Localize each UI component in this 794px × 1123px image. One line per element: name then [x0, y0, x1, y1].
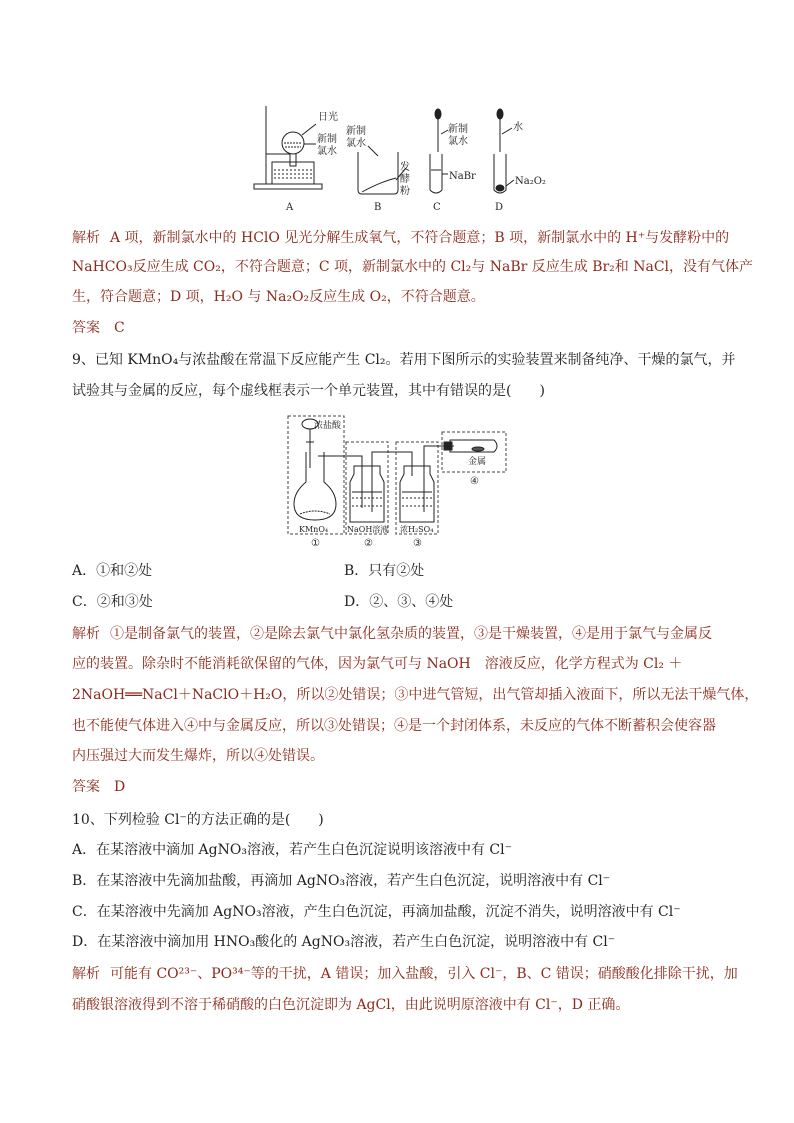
label-fresh-chlorine-water-c2: 氯水 [448, 136, 468, 147]
label-fresh-chlorine-water-c1: 新制 [448, 124, 468, 135]
q9-answer: 答案 D [72, 779, 126, 795]
label-nabr: NaBr [449, 171, 476, 182]
q9-analysis-line5: 内压强过大而发生爆炸，所以④处错误。 [72, 748, 324, 764]
dashed-box-3 [396, 442, 438, 534]
label-water: 水 [513, 122, 523, 133]
apparatus-b [358, 146, 406, 194]
label-naoh-solution: NaOH溶液 [347, 525, 389, 534]
h2so4-drying-bottle [396, 446, 454, 522]
label-fresh-chlorine-water-b1: 新制 [346, 126, 366, 137]
q8-analysis-line3: 生，符合题意；D 项，H₂O 与 Na₂O₂反应生成 O₂，不符合题意。 [72, 289, 485, 305]
label-baking-powder-2: 酵 [400, 174, 410, 185]
q8-answer: 答案 C [72, 320, 125, 336]
label-unit-2: ② [364, 538, 373, 549]
label-conc-hcl: 浓盐酸 [314, 421, 342, 431]
q8-analysis-line1 [72, 228, 729, 248]
label-unit-3: ③ [413, 538, 422, 549]
label-a: A [286, 202, 294, 213]
figure-chlorine-water-experiments [250, 104, 560, 216]
analysis-tag: 解析 [72, 626, 100, 642]
figure-chlorine-preparation-apparatus [284, 412, 512, 550]
label-baking-powder-1: 发 [400, 162, 410, 173]
dashed-box-1 [288, 416, 344, 534]
label-baking-powder-3: 粉 [400, 186, 410, 197]
q10-option-c: C．在某溶液中先滴加 AgNO₃溶液，产生白色沉淀，再滴加盐酸，沉淀不消失，说明溶液中有 Cl⁻ [72, 904, 681, 920]
label-sunlight: 日光 [318, 112, 338, 123]
label-b: B [374, 202, 382, 213]
q8-analysis-line2: NaHCO₃反应生成 CO₂，不符合题意；C 项，新制氯水中的 Cl₂与 NaBr 反应生成 Br₂和 NaCl，没有气体产 [72, 259, 754, 275]
q9-analysis-line4: 也不能使气体进入④中与金属反应，所以③处错误；④是一个封闭体系，未反应的气体不断蓄积会使容器 [72, 718, 716, 734]
apparatus-a [254, 106, 322, 189]
label-c: C [433, 202, 441, 213]
q9-stem-line1: 9、已知 KMnO₄与浓盐酸在常温下反应能产生 Cl₂。若用下图所示的实验装置来制备纯净、干燥的氯气，并 [72, 352, 736, 368]
q9-option-b: B．只有②处 [344, 563, 425, 579]
analysis-tag: 解析 [72, 230, 100, 246]
label-unit-4: ④ [470, 476, 479, 487]
q9-option-d: D．②、③、④处 [344, 594, 454, 610]
q9-analysis-line2: 应的装置。除杂时不能消耗欲保留的气体，因为氯气可与 NaOH 溶液反应，化学方程式为 Cl₂ ＋ [72, 656, 683, 672]
analysis-text: A 项，新制氯水中的 HClO 见光分解生成氧气，不符合题意；B 项，新制氯水中的 H⁺与发酵粉中的 [110, 230, 730, 246]
q9-analysis-line1 [72, 624, 712, 644]
analysis-text: ①是制备氯气的装置，②是除去氯气中氯化氢杂质的装置，③是干燥装置，④是用于氯气与金属反 [110, 626, 712, 642]
q10-option-b: B．在某溶液中先滴加盐酸，再滴加 AgNO₃溶液，若产生白色沉淀，说明溶液中有 Cl⁻ [72, 873, 611, 889]
q9-stem-line2: 试验其与金属的反应，每个虚线框表示一个单元装置，其中有错误的是( ) [72, 383, 545, 399]
label-fresh-chlorine-water-a2: 氯水 [317, 146, 337, 157]
q9-option-a: A．①和②处 [72, 563, 153, 579]
q9-analysis-line3: 2NaOH══NaCl＋NaClO＋H₂O，所以②处错误；③中进气管短，出气管却插入液面下，所以无法干燥气体， [72, 687, 759, 703]
label-conc-h2so4: 浓H₂SO₄ [400, 525, 434, 534]
generator-flask [294, 419, 344, 520]
q10-analysis-line1 [72, 964, 738, 984]
metal-reaction-tube [444, 440, 497, 452]
label-kmno4: KMnO₄ [299, 525, 329, 534]
label-fresh-chlorine-water-a1: 新制 [317, 134, 337, 145]
label-metal: 金属 [468, 457, 487, 467]
q10-option-a: A．在某溶液中滴加 AgNO₃溶液，若产生白色沉淀说明该溶液中有 Cl⁻ [72, 842, 513, 858]
analysis-text: 可能有 CO²³⁻、PO³⁴⁻等的干扰，A 错误；加入盐酸，引入 Cl⁻，B、C 错误；硝酸酸化排除干扰，加 [110, 966, 738, 982]
label-fresh-chlorine-water-b2: 氯水 [346, 138, 366, 149]
q10-stem: 10、下列检验 Cl⁻的方法正确的是( ) [72, 812, 324, 828]
apparatus-c [430, 109, 448, 193]
label-na2o2: Na₂O₂ [515, 176, 546, 187]
q10-analysis-line2: 硝酸银溶液得到不溶于稀硝酸的白色沉淀即为 AgCl，由此说明原溶液中有 Cl⁻，D 正确。 [72, 997, 630, 1013]
q9-option-c: C．②和③处 [72, 594, 153, 610]
label-d: D [495, 202, 504, 213]
analysis-tag: 解析 [72, 966, 100, 982]
label-unit-1: ① [311, 538, 320, 549]
q10-option-d: D．在某溶液中滴加用 HNO₃酸化的 AgNO₃溶液，若产生白色沉淀，说明溶液中有 Cl⁻ [72, 934, 616, 950]
apparatus-d [494, 109, 514, 193]
